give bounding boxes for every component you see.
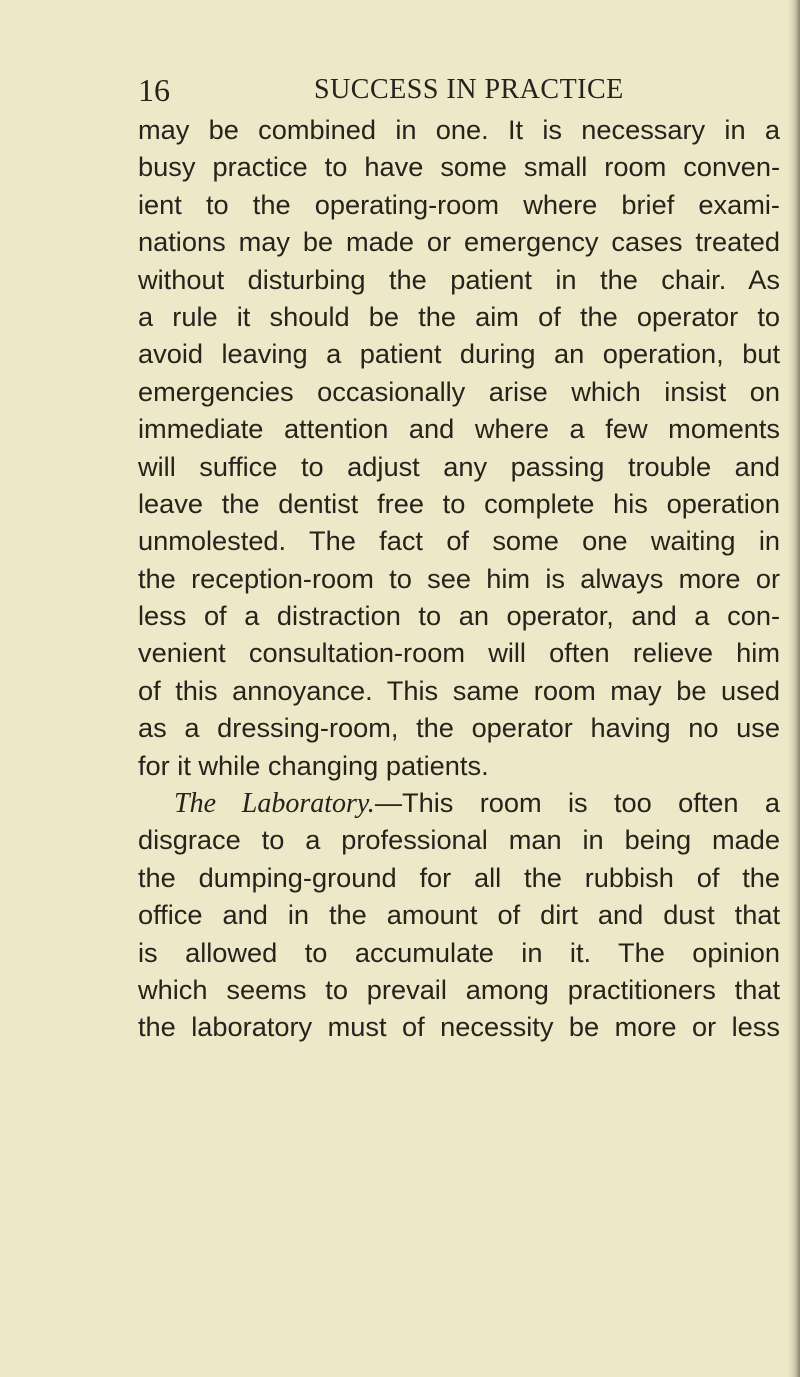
text-line: emergencies occasionally arise which insist on [138,375,780,407]
section-first-line [138,784,780,821]
text-line: unmolested. The fact of some one waiting in [138,525,780,557]
text-line: is allowed to accumulate in it. The opinion [138,936,780,968]
text-line: less of a distraction to an operator, and a con- [138,600,780,632]
page-number: 16 [138,72,170,108]
text-line: the dumping-ground for all the rubbish of the [138,861,780,893]
text-line: office and in the amount of dirt and dust that [138,899,780,931]
body-text [138,111,780,1046]
text-line: ient to the operating-room where brief exami- [138,188,780,220]
section-first-line-text: —This room is too often a [374,787,780,819]
page-edge-shadow [788,0,800,1377]
text-line: without disturbing the patient in the chair. As [138,263,780,295]
text-line: immediate attention and where a few moments [138,413,780,445]
text-line: busy practice to have some small room conven- [138,151,780,183]
text-line: as a dressing-room, the operator having no use [138,712,780,744]
text-line: will suffice to adjust any passing trouble and [138,450,780,482]
text-line: disgrace to a professional man in being made [138,824,780,856]
text-line: avoid leaving a patient during an operation, but [138,338,780,370]
text-line: of this annoyance. This same room may be used [138,674,780,706]
text-line: for it while changing patients. [138,749,489,781]
text-line: a rule it should be the aim of the operator to [138,300,780,332]
section-heading: The Laboratory. [174,788,375,820]
text-line: nations may be made or emergency cases treated [138,226,780,258]
text-line: which seems to prevail among practitioners that [138,973,780,1005]
text-line: venient consultation-room will often relieve him [138,637,780,669]
text-line: the laboratory must of necessity be more or less [138,1011,780,1043]
text-line: the reception-room to see him is always more or [138,562,780,594]
page-header [138,70,778,110]
text-line: leave the dentist free to complete his operation [138,487,780,519]
running-title: SUCCESS IN PRACTICE [314,74,624,105]
text-line: may be combined in one. It is necessary in a [138,114,780,145]
